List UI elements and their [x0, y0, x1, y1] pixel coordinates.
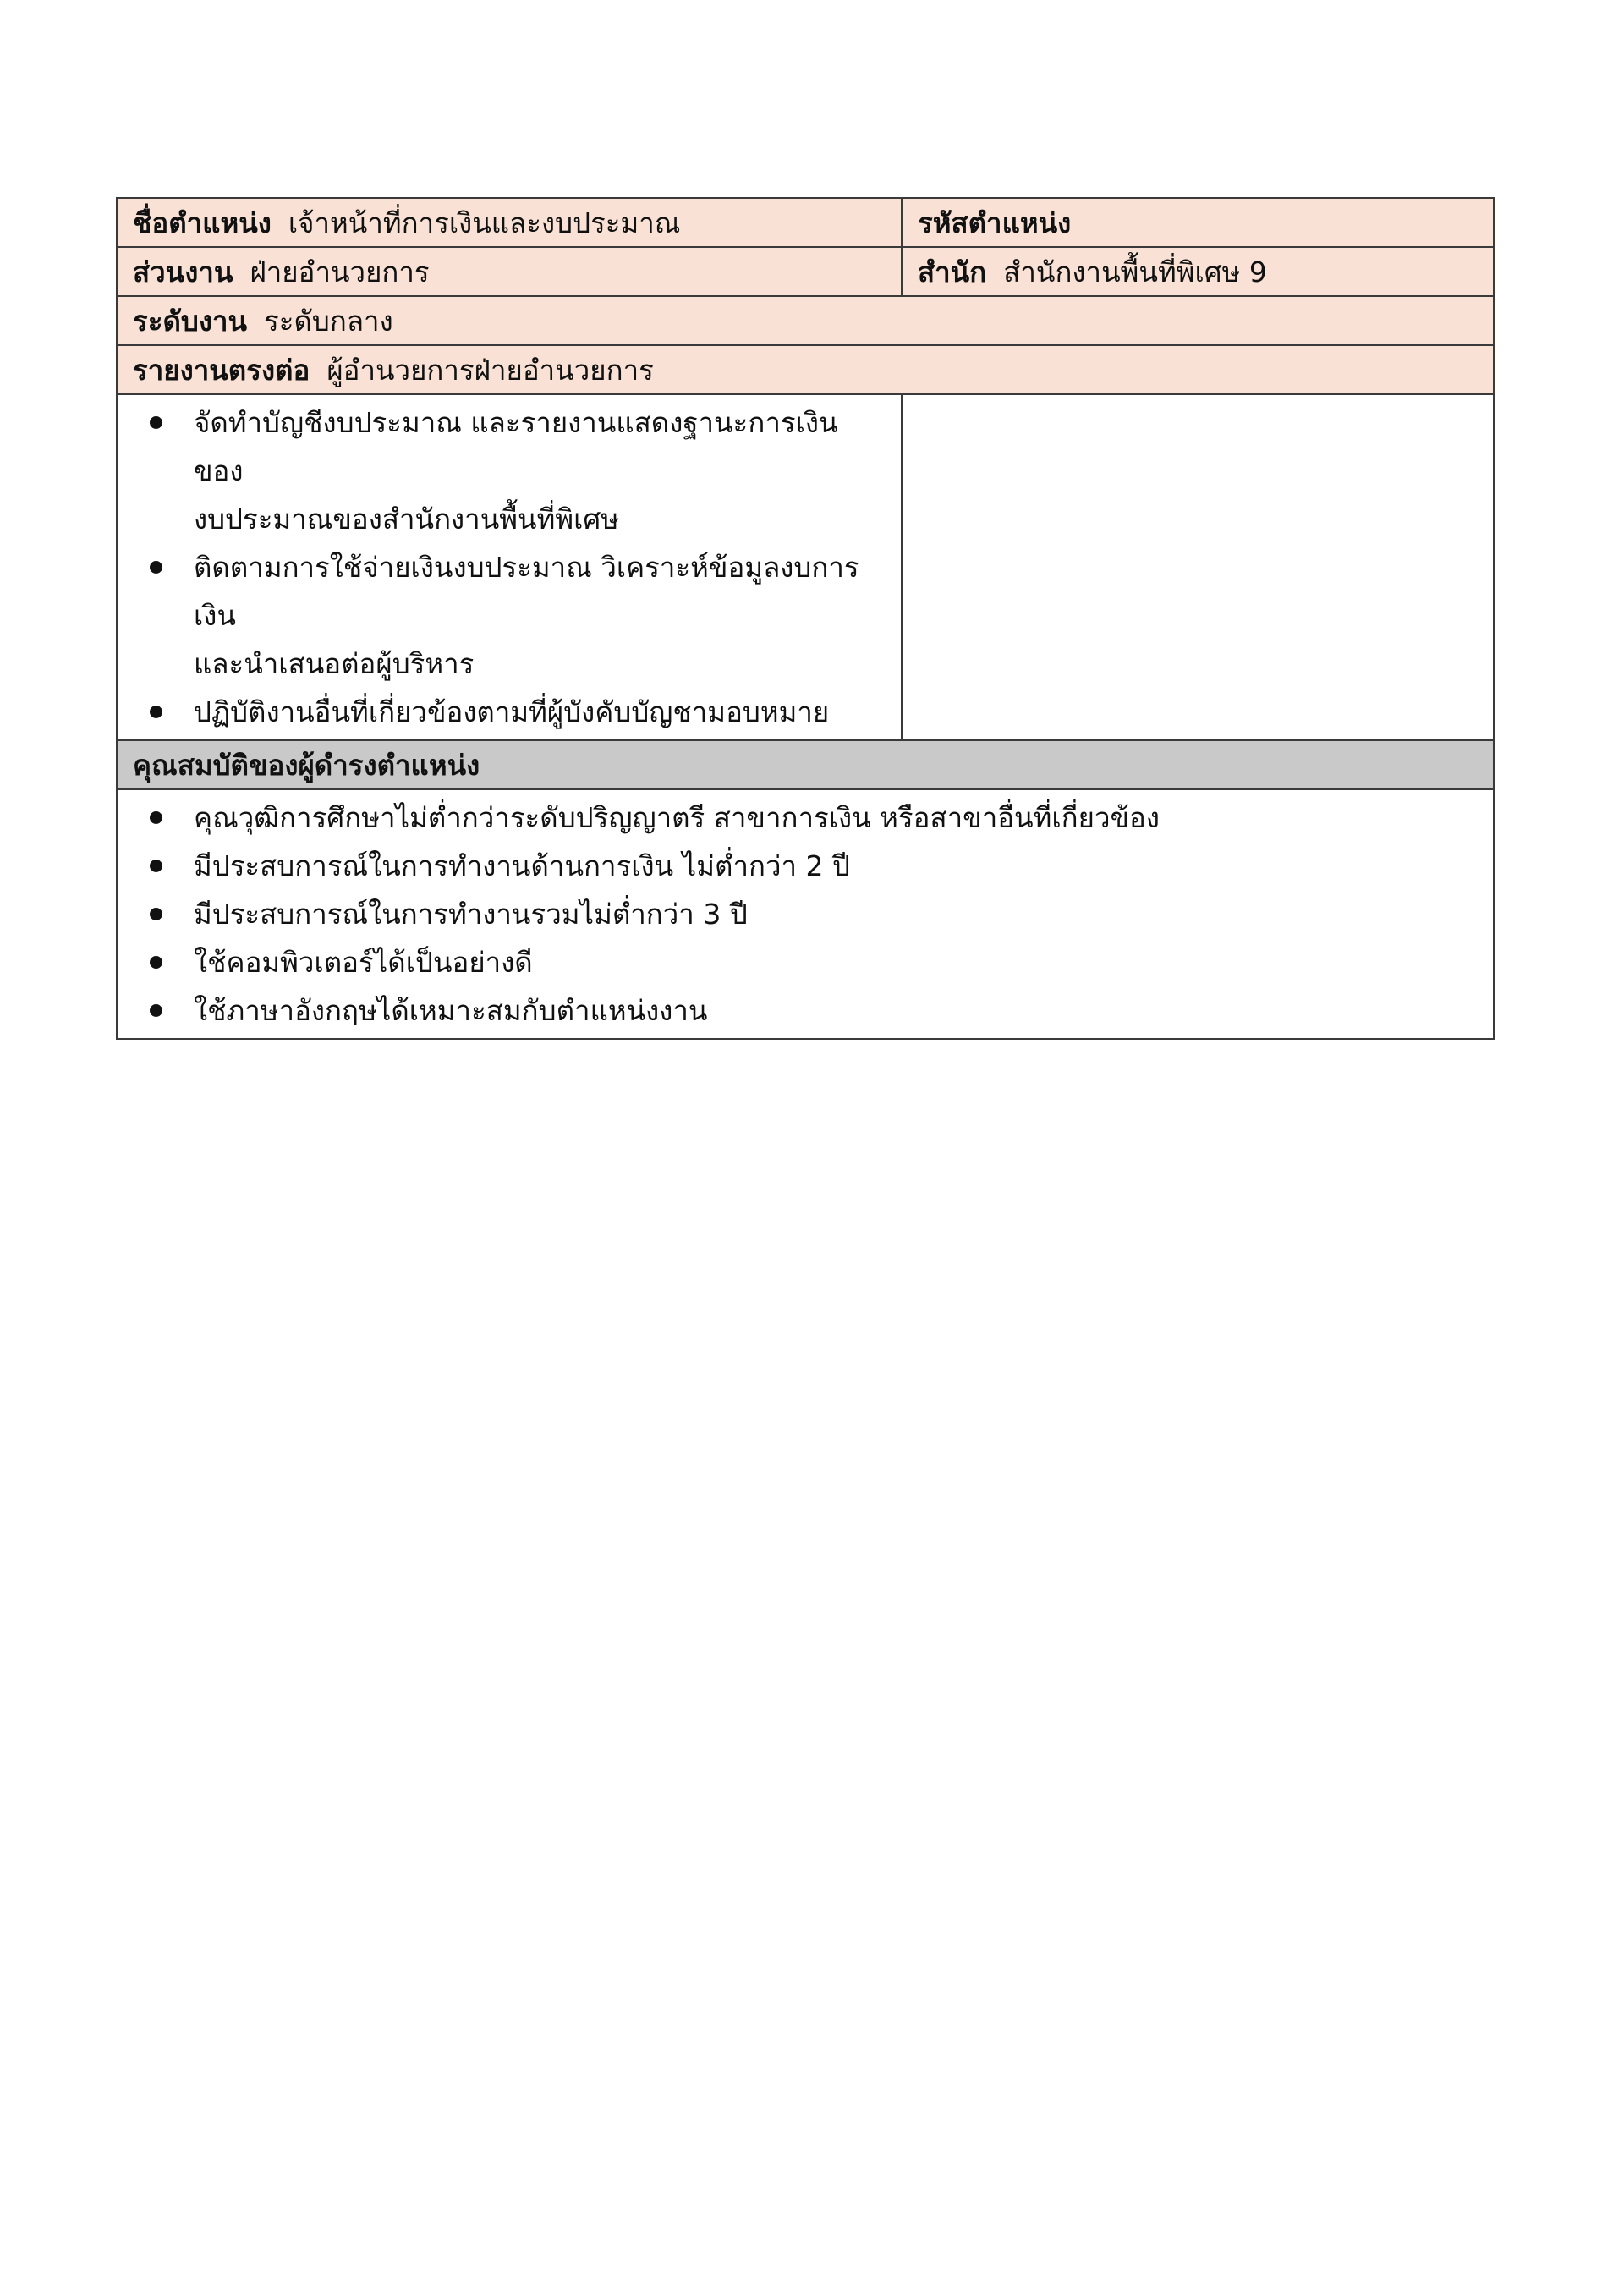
department-label: ส่วนงาน	[133, 255, 233, 288]
bullet-icon	[150, 860, 162, 872]
position-title-cell	[117, 198, 902, 247]
qualification-item	[133, 890, 1478, 938]
duty-text-line: ปฏิบัติงานอื่นที่เกี่ยวข้องตามที่ผู้บังคับบัญชามอบหมาย	[194, 695, 830, 728]
qualification-item	[133, 794, 1478, 842]
qualification-item	[133, 842, 1478, 890]
duty-text-line: จัดทำบัญชีงบประมาณ และรายงานแสดงฐานะการเงินของ	[194, 406, 838, 487]
bullet-icon	[150, 416, 162, 429]
qualification-text: คุณวุฒิการศึกษาไม่ต่ำกว่าระดับปริญญาตรี สาขาการเงิน หรือสาขาอื่นที่เกี่ยวข้อง	[194, 801, 1160, 834]
position-title-value: เจ้าหน้าที่การเงินและงบประมาณ	[288, 206, 681, 239]
bullet-icon	[150, 956, 162, 969]
job-description-table	[116, 197, 1495, 1040]
duty-item	[133, 398, 886, 543]
bullet-icon	[150, 706, 162, 718]
duty-text-line: และนำเสนอต่อผู้บริหาร	[194, 647, 475, 680]
level-label: ระดับงาน	[133, 304, 248, 338]
qualifications-heading-row	[117, 740, 1494, 789]
qualifications-list	[133, 794, 1478, 1035]
department-value: ฝ่ายอำนวยการ	[250, 255, 430, 288]
reports-to-row	[117, 345, 1494, 394]
bullet-icon	[150, 1004, 162, 1017]
bullet-icon	[150, 908, 162, 920]
position-code-label: รหัสตำแหน่ง	[918, 206, 1072, 239]
position-title-label: ชื่อตำแหน่ง	[133, 206, 272, 239]
bullet-icon	[150, 811, 162, 824]
duties-list	[133, 398, 886, 736]
position-title-row	[117, 198, 1494, 247]
qualification-text: ใช้ภาษาอังกฤษได้เหมาะสมกับตำแหน่งงาน	[194, 994, 708, 1027]
qualification-text: มีประสบการณ์ในการทำงานด้านการเงิน ไม่ต่ำกว่า 2 ปี	[194, 849, 850, 882]
position-code-cell	[902, 198, 1494, 247]
office-value: สำนักงานพื้นที่พิเศษ 9	[1003, 255, 1267, 288]
duty-text-line: งบประมาณของสำนักงานพื้นที่พิเศษ	[194, 503, 620, 536]
department-row	[117, 247, 1494, 296]
office-cell	[902, 247, 1494, 296]
duty-text-line: ติดตามการใช้จ่ายเงินงบประมาณ วิเคราะห์ข้อมูลงบการเงิน	[194, 551, 859, 632]
reports-to-value: ผู้อำนวยการฝ่ายอำนวยการ	[326, 353, 654, 387]
qualification-item	[133, 938, 1478, 986]
qualification-text: ใช้คอมพิวเตอร์ได้เป็นอย่างดี	[194, 946, 533, 979]
duties-empty-cell	[902, 394, 1494, 740]
level-cell	[117, 296, 1494, 345]
level-row	[117, 296, 1494, 345]
qualifications-heading-cell	[117, 740, 1494, 789]
reports-to-label: รายงานตรงต่อ	[133, 353, 310, 387]
duty-item	[133, 688, 886, 736]
qualifications-heading: คุณสมบัติของผู้ดำรงตำแหน่ง	[133, 748, 480, 782]
qualification-item	[133, 986, 1478, 1035]
qualification-text: มีประสบการณ์ในการทำงานรวมไม่ต่ำกว่า 3 ปี	[194, 898, 748, 931]
qualifications-cell	[117, 789, 1494, 1039]
duties-row	[117, 394, 1494, 740]
duty-item	[133, 543, 886, 688]
office-label: สำนัก	[918, 255, 987, 288]
level-value: ระดับกลาง	[264, 304, 393, 338]
department-cell	[117, 247, 902, 296]
reports-to-cell	[117, 345, 1494, 394]
duties-cell	[117, 394, 902, 740]
qualifications-row	[117, 789, 1494, 1039]
bullet-icon	[150, 561, 162, 574]
